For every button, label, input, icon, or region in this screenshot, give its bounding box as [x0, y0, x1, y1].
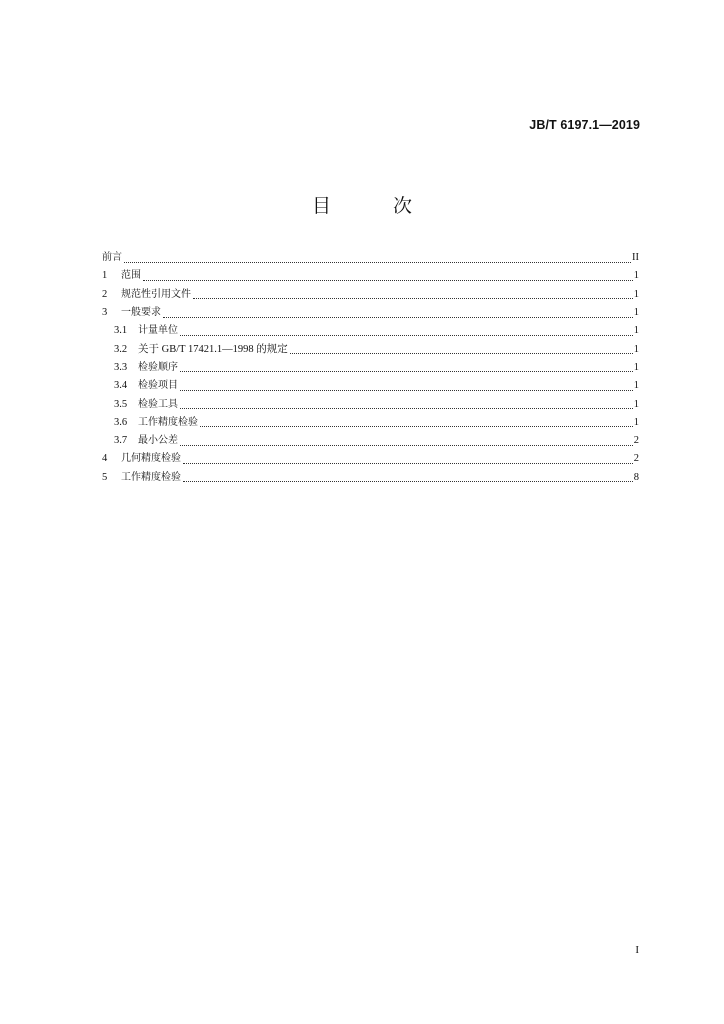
toc-entry[interactable] [102, 340, 639, 358]
toc-leader-dots [180, 408, 633, 409]
toc-entry-page: 1 [633, 307, 639, 319]
toc-entry[interactable] [102, 395, 639, 413]
toc-entry-number: 3.4 [114, 380, 128, 392]
toc-entry-label: 工作精度检验 [121, 471, 181, 483]
toc-entry-number: 3.7 [114, 435, 128, 447]
toc-entry-page: 1 [633, 416, 639, 428]
toc-leader-dots [163, 317, 633, 318]
toc-entry[interactable] [102, 414, 639, 432]
toc-entry-page: 1 [633, 361, 639, 373]
toc-entry-page: 8 [633, 471, 639, 483]
toc-entry[interactable] [102, 432, 639, 450]
toc-entry-number: 5 [102, 471, 108, 483]
toc-leader-dots [180, 390, 633, 391]
toc-entry-number: 4 [102, 453, 108, 465]
toc-entry-number: 2 [102, 288, 108, 300]
toc-leader-dots [183, 463, 633, 464]
toc-leader-dots [290, 353, 633, 354]
page-number: I [635, 944, 639, 956]
toc-entry-page: 1 [633, 380, 639, 392]
toc-entry[interactable] [102, 469, 639, 487]
toc-entry-label: 计量单位 [138, 325, 178, 337]
toc-entry-page: 1 [633, 398, 639, 410]
toc-entry-label: 一般要求 [121, 307, 161, 319]
toc-entry-number: 3.3 [114, 361, 128, 373]
toc-entry-label: 规范性引用文件 [121, 288, 191, 300]
toc-leader-dots [143, 280, 633, 281]
toc-entry-number: 3 [102, 307, 108, 319]
toc-entry-page: 1 [633, 288, 639, 300]
toc-entry-page: 2 [633, 435, 639, 447]
toc-entry-label: 几何精度检验 [121, 453, 181, 465]
toc-entry-page: 1 [633, 270, 639, 282]
toc-leader-dots [180, 445, 633, 446]
toc-entry[interactable] [102, 359, 639, 377]
toc-entry[interactable] [102, 249, 639, 267]
toc-entry-page: 1 [633, 343, 639, 355]
toc-entry-number: 3.5 [114, 398, 128, 410]
toc-entry[interactable] [102, 322, 639, 340]
table-of-contents [102, 249, 639, 487]
toc-entry-page: 2 [633, 453, 639, 465]
toc-leader-dots [193, 298, 633, 299]
toc-leader-dots [180, 335, 633, 336]
document-code: JB/T 6197.1—2019 [529, 118, 640, 132]
toc-entry-label: 检验项目 [138, 380, 178, 392]
toc-entry-label: 检验工具 [138, 398, 178, 410]
toc-entry-label: 关于 GB/T 17421.1—1998 的规定 [138, 343, 288, 355]
toc-entry[interactable] [102, 377, 639, 395]
toc-entry-page: II [632, 252, 639, 264]
toc-entry[interactable] [102, 267, 639, 285]
toc-entry-label: 前言 [102, 252, 122, 264]
toc-entry-number: 3.2 [114, 343, 128, 355]
toc-title: 目 次 [311, 195, 441, 217]
toc-entry-number: 1 [102, 270, 108, 282]
toc-entry-label: 检验顺序 [138, 361, 178, 373]
toc-entry-number: 3.1 [114, 325, 128, 337]
toc-entry-number: 3.6 [114, 416, 128, 428]
toc-entry-page: 1 [633, 325, 639, 337]
toc-entry[interactable] [102, 286, 639, 304]
toc-leader-dots [180, 371, 633, 372]
toc-entry-label: 范围 [121, 270, 141, 282]
toc-leader-dots [183, 481, 633, 482]
toc-leader-dots [200, 426, 633, 427]
toc-entry-label: 工作精度检验 [138, 416, 198, 428]
toc-entry-label: 最小公差 [138, 435, 178, 447]
toc-entry[interactable] [102, 450, 639, 468]
toc-leader-dots [124, 262, 631, 263]
toc-entry[interactable] [102, 304, 639, 322]
